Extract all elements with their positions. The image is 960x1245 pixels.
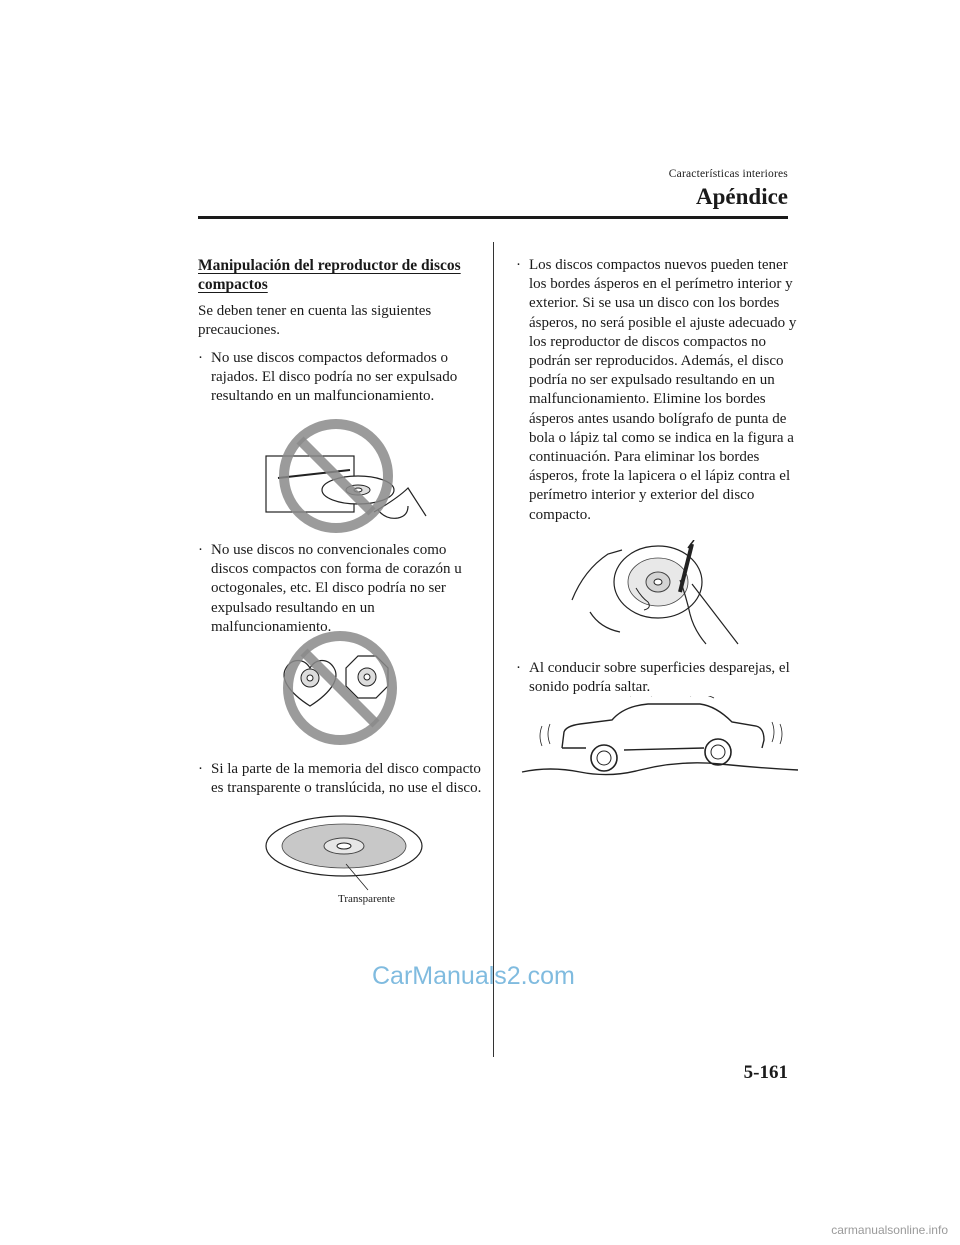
bullet-mark: · — [198, 761, 203, 777]
page-number: 5-161 — [743, 1062, 788, 1083]
bullet-text: No use discos compactos deformados o rajados. El disco podría no ser expulsado resultando en un malfuncionamiento. — [211, 350, 458, 405]
watermark: CarManuals2.com — [372, 962, 575, 990]
column-divider — [493, 242, 494, 1057]
bullet-text: No use discos no convencionales como discos compactos con forma de corazón u octogonales, etc. El disco podría no ser expulsado resultando en un malfuncionamiento. — [211, 542, 462, 635]
bullet-mark: · — [516, 257, 521, 273]
bullet-rough-edges — [516, 256, 804, 525]
chapter-title: Apéndice — [696, 184, 788, 209]
footer-site: carmanualsonline.info — [831, 1223, 948, 1237]
section-label: Características interiores — [668, 168, 788, 180]
odd-shaped-discs-prohibited-illustration — [270, 630, 410, 745]
bullet-uneven-road — [516, 659, 804, 697]
figure-caption: Transparente — [338, 893, 396, 905]
bullet-text: Al conducir sobre superficies desparejas, el sonido podría saltar. — [529, 660, 790, 696]
deformed-disc-prohibited-illustration — [258, 418, 434, 533]
car-on-uneven-road-illustration — [520, 696, 800, 782]
header-rule — [198, 216, 788, 219]
bullet-transparent-discs — [198, 760, 483, 798]
removing-rough-edges-illustration — [560, 540, 750, 650]
bullet-text: Los discos compactos nuevos pueden tener los bordes ásperos en el perímetro interior y exterior. Si se usa un disco con los bordes ásperos, no será posible el ajuste adecuado y los reproductor de discos compactos no podrán ser reproducidos. Además, el disco podría no ser expulsado resultando en un malfuncionamiento. Elimine los bordes ásperos antes usando bolígrafo de punta de bola o lápiz tal como se indica en la figura a continuación. Para eliminar los bordes ásperos, frote la lapicera o el lápiz contra el perímetro interior y exterior del disco compacto. — [529, 257, 797, 523]
bullet-odd-shaped-discs — [198, 541, 483, 637]
bullet-mark: · — [516, 660, 521, 676]
bullet-mark: · — [198, 350, 203, 366]
bullet-mark: · — [198, 542, 203, 558]
bullet-deformed-discs — [198, 349, 483, 407]
bullet-text: Si la parte de la memoria del disco compacto es transparente o translúcida, no use el disco. — [211, 761, 482, 797]
section-heading: Manipulación del reproductor de discos compactos — [198, 257, 461, 293]
intro-paragraph: Se deben tener en cuenta las siguientes precauciones. — [198, 303, 432, 339]
